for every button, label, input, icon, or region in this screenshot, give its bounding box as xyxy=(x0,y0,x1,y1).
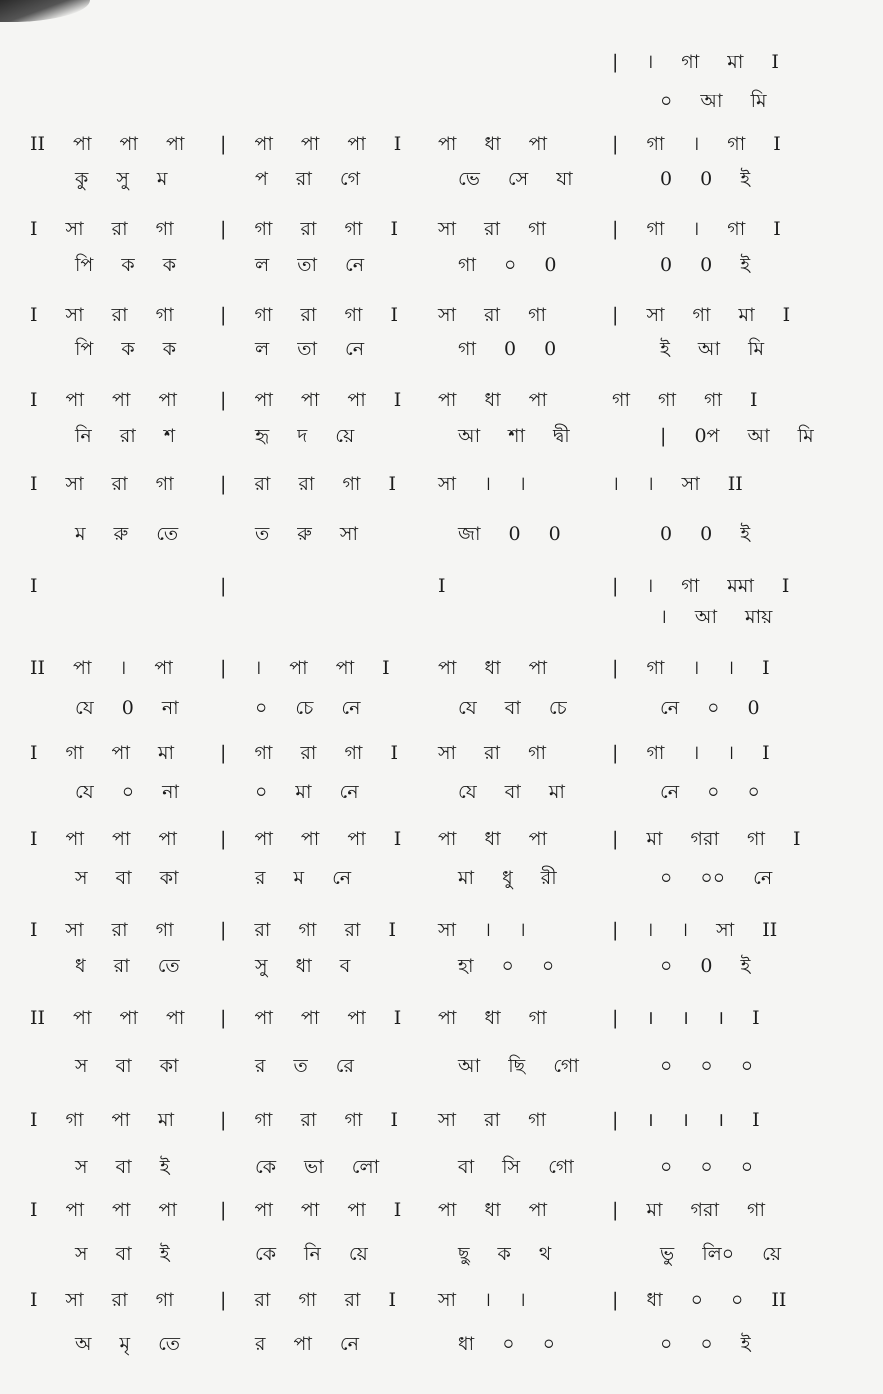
swara-measure: I সা রা গা xyxy=(30,1289,174,1311)
swara-measure: | মা গরা গা xyxy=(612,1199,765,1221)
swara-measure: I সা রা গা xyxy=(30,218,174,240)
lyric-measure: র ত রে xyxy=(255,1055,354,1077)
swara-line xyxy=(0,212,883,246)
lyric-measure: স বা কা xyxy=(75,1055,179,1077)
lyric-measure: কে ভা লো xyxy=(255,1156,380,1178)
swara-line xyxy=(0,1103,883,1137)
lyric-measure: ০ ০ ০ xyxy=(660,1055,754,1077)
lyric-measure: ০ ০০ নে xyxy=(660,867,773,889)
swara-measure: | রা গা রা I xyxy=(220,919,396,941)
swara-measure: সা । । xyxy=(438,473,526,495)
lyric-measure: ভে সে যা xyxy=(458,168,573,190)
swara-measure: I সা রা গা xyxy=(30,304,174,326)
swara-measure: | মা গরা গা I xyxy=(612,828,801,850)
swara-measure: I সা রা গা xyxy=(30,473,174,495)
swara-line xyxy=(0,822,883,856)
lyric-line xyxy=(0,1049,883,1083)
swara-measure: I পা পা পা xyxy=(30,828,177,850)
lyric-measure: গা 0 0 xyxy=(458,338,557,360)
lyric-measure: । আ মায় xyxy=(660,606,773,628)
lyric-measure: ০ আ মি xyxy=(660,90,767,112)
lyric-line xyxy=(0,861,883,895)
swara-measure: পা ধা পা xyxy=(438,1199,548,1221)
lyric-measure: স বা ই xyxy=(75,1243,170,1265)
swara-line xyxy=(0,467,883,501)
swara-measure: I xyxy=(438,575,446,597)
lyric-measure: ল তা নে xyxy=(255,338,365,360)
lyric-measure: মা ধু রী xyxy=(458,867,557,889)
swara-measure: | গা রা গা I xyxy=(220,218,398,240)
swara-line xyxy=(0,651,883,685)
swara-measure: | । । সা II xyxy=(612,919,778,941)
swara-line xyxy=(0,1283,883,1317)
swara-measure: গা গা গা I xyxy=(612,389,758,411)
swara-measure: | গা । । I xyxy=(612,742,770,764)
lyric-measure: অ মৃ তে xyxy=(75,1333,181,1355)
lyric-measure: 0 0 ই xyxy=(660,523,751,545)
lyric-line xyxy=(0,248,883,282)
swara-measure: | গা রা গা I xyxy=(220,304,398,326)
lyric-line xyxy=(0,84,883,118)
swara-measure: | । গা মা I xyxy=(612,51,779,73)
swara-measure: | সা গা মা I xyxy=(612,304,791,326)
lyric-line xyxy=(0,1327,883,1361)
swara-measure: II পা । পা xyxy=(30,657,173,679)
lyric-measure: ০ মা নে xyxy=(255,781,359,803)
swara-measure: | পা পা পা I xyxy=(220,1199,402,1221)
lyric-measure: ত রু সা xyxy=(255,523,358,545)
lyric-measure: যে ০ না xyxy=(75,781,179,803)
swara-measure: | গা । গা I xyxy=(612,133,781,155)
lyric-measure: যে 0 না xyxy=(75,697,179,719)
lyric-measure: আ শা দ্বী xyxy=(458,425,570,447)
lyric-measure: স বা ই xyxy=(75,1156,170,1178)
swara-line xyxy=(0,298,883,332)
lyric-line xyxy=(0,332,883,366)
lyric-measure: স বা কা xyxy=(75,867,179,889)
lyric-line xyxy=(0,162,883,196)
lyric-measure: ম রু তে xyxy=(75,523,179,545)
lyric-measure: নি রা শ xyxy=(75,425,176,447)
lyric-measure: | 0প আ মি xyxy=(660,425,814,447)
swara-measure: পা ধা গা xyxy=(438,1007,547,1029)
swara-measure: II পা পা পা xyxy=(30,133,185,155)
lyric-measure: কে নি য়ে xyxy=(255,1243,368,1265)
lyric-measure: ল তা নে xyxy=(255,254,365,276)
swara-measure: | গা রা গা I xyxy=(220,1109,398,1131)
lyric-measure: র ম নে xyxy=(255,867,352,889)
swara-line xyxy=(0,1001,883,1035)
lyric-measure: গা ০ 0 xyxy=(458,254,557,276)
lyric-measure: সু ধা ব xyxy=(255,955,351,977)
lyric-line xyxy=(0,600,883,634)
lyric-line xyxy=(0,419,883,453)
swara-line xyxy=(0,569,883,603)
lyric-line xyxy=(0,691,883,725)
swara-measure: | পা পা পা I xyxy=(220,828,402,850)
lyric-line xyxy=(0,517,883,551)
lyric-measure: ০ চে নে xyxy=(255,697,361,719)
swara-measure: সা । । xyxy=(438,1289,526,1311)
swara-measure: | রা গা রা I xyxy=(220,1289,396,1311)
swara-measure: পা ধা পা xyxy=(438,133,548,155)
swara-measure: | ধা ০ ০ II xyxy=(612,1289,787,1311)
lyric-measure: পি ক ক xyxy=(75,254,176,276)
swara-measure: পা ধা পা xyxy=(438,657,548,679)
swara-line xyxy=(0,383,883,417)
lyric-measure: ধা ০ ০ xyxy=(458,1333,555,1355)
lyric-measure: ভু লি০ য়ে xyxy=(660,1243,782,1265)
swara-measure: | গা রা গা I xyxy=(220,742,398,764)
lyric-measure: হা ০ ০ xyxy=(458,955,555,977)
swara-measure: । । সা II xyxy=(612,473,743,495)
swara-measure: পা ধা পা xyxy=(438,389,548,411)
swara-measure: | । পা পা I xyxy=(220,657,390,679)
lyric-measure: ০ ০ ০ xyxy=(660,1156,754,1178)
lyric-measure: আ ছি গো xyxy=(458,1055,579,1077)
lyric-measure: ই আ মি xyxy=(660,338,765,360)
lyric-line xyxy=(0,1150,883,1184)
swara-measure: | xyxy=(220,575,227,597)
swara-measure: | পা পা পা I xyxy=(220,389,402,411)
swara-measure: সা রা গা xyxy=(438,1109,547,1131)
swara-line xyxy=(0,1193,883,1227)
swara-measure: I xyxy=(30,575,38,597)
lyric-measure: ধ রা তে xyxy=(75,955,180,977)
lyric-measure: নে ০ 0 xyxy=(660,697,760,719)
lyric-measure: ছু ক থ xyxy=(458,1243,552,1265)
swara-measure: | পা পা পা I xyxy=(220,1007,402,1029)
lyric-measure: যে বা মা xyxy=(458,781,565,803)
lyric-measure: ০ 0 ই xyxy=(660,955,751,977)
lyric-measure: প রা গে xyxy=(255,168,361,190)
lyric-measure: কু সু ম xyxy=(75,168,168,190)
lyric-measure: 0 0 ই xyxy=(660,168,751,190)
swara-measure: সা রা গা xyxy=(438,218,547,240)
lyric-measure: বা সি গো xyxy=(458,1156,574,1178)
swara-measure: II পা পা পা xyxy=(30,1007,185,1029)
swara-line xyxy=(0,45,883,79)
swara-measure: | । গা মমা I xyxy=(612,575,790,597)
swara-measure: | গা । গা I xyxy=(612,218,781,240)
swara-measure: I গা পা মা xyxy=(30,1109,175,1131)
swara-measure: I পা পা পা xyxy=(30,389,177,411)
swara-measure: পা ধা পা xyxy=(438,828,548,850)
lyric-measure: র পা নে xyxy=(255,1333,359,1355)
lyric-measure: ০ ০ ই xyxy=(660,1333,751,1355)
lyric-line xyxy=(0,1237,883,1271)
lyric-line xyxy=(0,949,883,983)
swara-measure: সা রা গা xyxy=(438,304,547,326)
swara-measure: সা রা গা xyxy=(438,742,547,764)
swara-measure: I গা পা মা xyxy=(30,742,175,764)
lyric-measure: যে বা চে xyxy=(458,697,567,719)
swara-line xyxy=(0,736,883,770)
swara-measure: | রা রা গা I xyxy=(220,473,396,495)
swara-measure: I পা পা পা xyxy=(30,1199,177,1221)
swara-measure: | পা পা পা I xyxy=(220,133,402,155)
swara-line xyxy=(0,913,883,947)
lyric-measure: হৃ দ য়ে xyxy=(255,425,355,447)
swara-measure: | । । । I xyxy=(612,1109,760,1131)
lyric-line xyxy=(0,775,883,809)
lyric-measure: নে ০ ০ xyxy=(660,781,760,803)
swara-measure: | গা । । I xyxy=(612,657,770,679)
swara-measure: | । । । I xyxy=(612,1007,760,1029)
lyric-measure: জা 0 0 xyxy=(458,523,561,545)
swara-measure: সা । । xyxy=(438,919,526,941)
lyric-measure: 0 0 ই xyxy=(660,254,751,276)
lyric-measure: পি ক ক xyxy=(75,338,176,360)
swara-line xyxy=(0,127,883,161)
swara-measure: I সা রা গা xyxy=(30,919,174,941)
